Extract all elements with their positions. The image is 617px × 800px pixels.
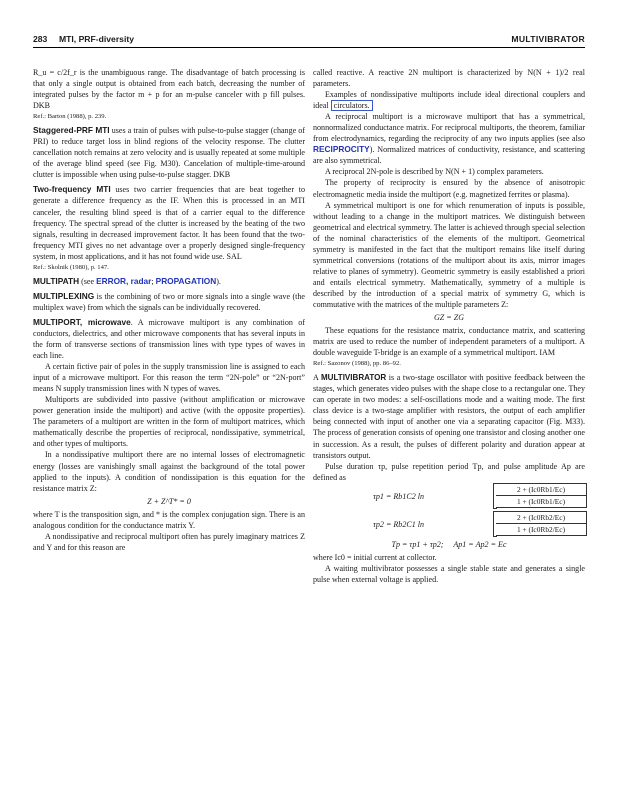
page-number: 283 <box>33 34 48 44</box>
entry-term: MULTIPLEXING <box>33 290 95 301</box>
reference: Ref.: Sazonov (1988), pp. 86–92. <box>313 360 401 368</box>
entry-text: is the combining of two or more signals into a single wave (the multiplex wave) from which the signals can be individually recovered. <box>33 291 305 312</box>
formula-numerator: 2 + (Ic0Rb1/Ec) <box>496 484 586 496</box>
left-column <box>33 67 305 553</box>
link-error-radar[interactable]: ERROR, radar <box>96 275 152 286</box>
equation: Tp = τp1 + τp2; Ap1 = Ap2 = Ec <box>391 539 507 549</box>
formula-fraction <box>496 483 587 508</box>
paragraph: where Ic0 = initial current at collector. <box>313 552 437 562</box>
link-reciprocity[interactable]: RECIPROCITY <box>313 144 370 155</box>
page-header <box>33 34 585 48</box>
entry-text: ). <box>216 276 221 286</box>
equation: GZ = ZG <box>433 313 465 323</box>
paragraph: Pulse duration τp, pulse repetition period Tp, and pulse amplitude Ap are defined as <box>313 461 585 482</box>
formula-lhs: τp1 = Rb1C2 ln <box>373 491 425 501</box>
paragraph: In a nondissipative multiport there are no internal losses of electromagnetic energy (losses are vanishingly small against the background of the total power applied to the inputs). A condition of nondissipation is this equation for the resistance matrix Z: <box>33 450 305 493</box>
header-rule <box>33 47 585 48</box>
paragraph: A reciprocal 2N-pole is described by N(N + 1) complex parameters. <box>325 167 544 177</box>
paragraph-text: Examples of nondissipative multiports include ideal directional couplers and ideal <box>313 90 585 111</box>
paragraph: Multiports are subdivided into passive (without amplification or microwave power generation inside the multiport) and active (with the opposite properties). The parameters of a multiport are written in the form of multiport matrices, which mathematically describe the properties of reciprocal, nondissipative, symmetrical, and other types of multiports. <box>33 395 305 449</box>
equation: Z + Z^T* = 0 <box>147 496 191 506</box>
paragraph: A symmetrical multiport is one for which renumeration of inputs is possible, without leading to a change in the multiport matrices. We distinguish between geometrical and electrical symmetry. The latter is achieved through special selection of the nominal characteristics of the elements of the multiport. Geometrical symmetry is manifested in the fact that the multiport remains like itself during symmetrical conversions (rotations of the multiport about its axis, mirror images relative to planes of symmetry). Geometric symmetry is easily established a priori and entails electrical symmetry. Mathematically, symmetry of a multiple is described by the introduction of a special matrix of symmetry G, which is commutative with the matrices of the multiple parameters Z: <box>313 200 585 309</box>
paragraph-text: ). Normalized matrices of conductivity, resistance, and scattering are also symmetrical. <box>313 145 585 166</box>
paragraph-text: A reciprocal multiport is a microwave multiport that has a symmetrical, nonnormalized conductance matrix. For reciprocal multiports, the theorem, familiar from electrodynamics, regarding the reciprocity of any two inputs applies (see also <box>313 112 585 144</box>
running-title: MULTIVIBRATOR <box>511 34 585 44</box>
entry-text: . A microwave multiport is any combination of conductors, dielectrics, and other microwave components that has several inputs in the form of transverse sections of transmission lines with type types of waves in each line. <box>33 317 305 361</box>
entry-term: Staggered-PRF MTI <box>33 125 110 136</box>
entry-two-frequency <box>33 184 305 261</box>
entry-text: A <box>313 373 321 383</box>
reference: Ref.: Barton (1988), p. 239. <box>33 113 107 121</box>
entry-text: is a two-stage oscillator with positive feedback between the stages, which generates video pulses with the shape close to a rectangular one. They can operate in two modes: a self-oscillations mode and a waiting mode. The first class device is a two-stage amplifier with resistors, the output of each amplifier being connected with input of another one via a separating capacitor (Fig. M33). The process of generation consists of opening one transistor and closing another one in succession. As a result, the pulses of different polarity and duration appear at transistors output. <box>313 373 586 460</box>
paragraph: The property of reciprocity is ensured by the absence of anisotropic electromagnetic media inside the multiport (e.g. magnetized ferrites or plasma). <box>313 178 585 199</box>
paragraph <box>313 89 585 111</box>
link-circulators[interactable]: circulators. <box>331 100 373 111</box>
entry-multipath <box>33 276 305 287</box>
entry-multiport <box>33 317 305 361</box>
paragraph: These equations for the resistance matrix, conductance matrix, and scattering matrix are used to reduce the number of independent parameters of a multiport. A double waveguide T-bridge is an example of a symmetrical multiport. IAM <box>313 326 585 358</box>
formula-denominator: 1 + (Ic0Rb2/Ec) <box>516 524 566 534</box>
entry-text: uses a train of pulses with pulse-to-pulse stagger (change of PRI) to reduce target loss in blind regions of the velocity response. The clutter cancellation notch remains at zero velocity and is usually repeated at some multiple of the average blind speed (see Fig. M30). Cancelation of multiple-time-around clutter is impossible when using pulse-to-pulse stagger. DKB <box>33 126 305 180</box>
paragraph: A nondissipative and reciprocal multiport often has purely imaginary matrices Z and Y and for this reason are <box>33 531 305 552</box>
link-propagation[interactable]: PROPAGATION <box>155 275 217 286</box>
paragraph: A waiting multivibrator possesses a single stable state and generates a single pulse when external voltage is applied. <box>313 563 585 584</box>
entry-multivibrator <box>313 372 585 460</box>
entry-term: MULTIPATH <box>33 275 80 286</box>
entry-term: MULTIPORT, microwave <box>33 316 131 327</box>
formula-fraction <box>496 511 587 536</box>
entry-term: Two-frequency MTI <box>33 184 111 195</box>
formula-tau-p2 <box>313 511 585 537</box>
paragraph: R_u = c/2f_r is the unambiguous range. The disadvantage of batch processing is that only a single output is obtained from each batch, decreasing the number of integrated pulses by the factor m + p for an m-pulse canceler with p fill pulses. DKB <box>33 68 305 111</box>
paragraph: A certain fictive pair of poles in the supply transmission line is assigned to each input of a microwave multiport. For this reason the term “2N-pole” or “2N-port” means N supply transmission lines with N types of waves. <box>33 362 305 394</box>
entry-multiplexing <box>33 291 305 313</box>
formula-denominator: 1 + (Ic0Rb1/Ec) <box>516 496 566 506</box>
paragraph: called reactive. A reactive 2N multiport is characterized by N(N + 1)/2 real parameters. <box>313 68 585 89</box>
formula-numerator: 2 + (Ic0Rb2/Ec) <box>496 512 586 524</box>
entry-text: uses two carrier frequencies that are beat together to generate a difference frequency as the IF. When this is processed in an MTI canceler, the resulting blind speed is that of a carrier equal to the difference frequency. The spectral spread of the clutter is increased by the beating of the two signals, resulting in decreased improvement factor. It has been found that the two-frequency MTI gives no net advantage over a properly designed single-frequency system, in most applications, and it has not found wide use. SAL <box>33 185 305 261</box>
paragraph <box>313 111 585 166</box>
entry-text: (see <box>79 276 97 286</box>
paragraph: where T is the transposition sign, and * is the complex conjugation sign. There is an analogous condition for the conductance matrix Y. <box>33 509 305 530</box>
entry-term: MULTIVIBRATOR <box>320 373 387 383</box>
formula-lhs: τp2 = Rb2C1 ln <box>373 519 425 529</box>
reference: Ref.: Skolnik (1980), p. 147. <box>33 263 109 271</box>
entry-text: ; <box>151 276 156 286</box>
right-column <box>313 67 585 585</box>
formula-tau-p1 <box>313 483 585 509</box>
section-title: MTI, PRF-diversity <box>59 34 134 44</box>
entry-staggered-prf <box>33 125 305 180</box>
